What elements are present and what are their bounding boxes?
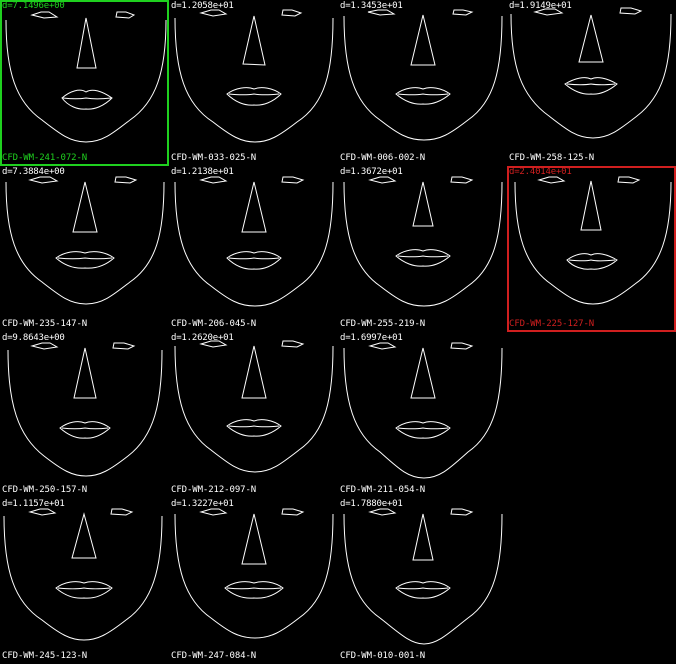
face-outline-icon (0, 166, 169, 332)
face-outline-icon (0, 498, 169, 664)
face-cell[interactable] (169, 332, 338, 498)
face-outline-icon (169, 498, 338, 664)
face-id-label: CFD-WM-245-123-N (2, 651, 88, 661)
distance-label: d=1.9149e+01 (509, 1, 572, 11)
face-cell[interactable] (0, 166, 169, 332)
distance-label: d=7.1496e+00 (2, 1, 65, 11)
face-id-label: CFD-WM-033-025-N (171, 153, 257, 163)
face-cell[interactable] (169, 166, 338, 332)
distance-label: d=1.7880e+01 (340, 499, 403, 509)
face-cell[interactable] (507, 0, 676, 166)
distance-label: d=7.3884e+00 (2, 167, 65, 177)
face-outline-icon (338, 166, 507, 332)
face-id-label: CFD-WM-250-157-N (2, 485, 88, 495)
face-cell[interactable] (0, 332, 169, 498)
face-cell[interactable] (169, 498, 338, 664)
face-outline-icon (338, 332, 507, 498)
face-id-label: CFD-WM-006-002-N (340, 153, 426, 163)
distance-label: d=1.2138e+01 (171, 167, 234, 177)
face-id-label: CFD-WM-255-219-N (340, 319, 426, 329)
face-id-label: CFD-WM-247-084-N (171, 651, 257, 661)
distance-label: d=9.8643e+00 (2, 333, 65, 343)
face-id-label: CFD-WM-212-097-N (171, 485, 257, 495)
face-outline-icon (2, 2, 171, 168)
face-outline-icon (169, 332, 338, 498)
distance-label: d=1.2058e+01 (171, 1, 234, 11)
face-id-label: CFD-WM-211-054-N (340, 485, 426, 495)
face-cell[interactable] (169, 0, 338, 166)
face-outline-icon (169, 166, 338, 332)
distance-label: d=1.3227e+01 (171, 499, 234, 509)
distance-label: d=1.6997e+01 (340, 333, 403, 343)
face-id-label: CFD-WM-235-147-N (2, 319, 88, 329)
face-cell[interactable] (0, 498, 169, 664)
face-id-label: CFD-WM-241-072-N (2, 153, 88, 163)
face-id-label: CFD-WM-010-001-N (340, 651, 426, 661)
face-cell-best-match[interactable] (0, 0, 169, 166)
face-outline-icon (509, 168, 676, 334)
distance-label: d=1.3453e+01 (340, 1, 403, 11)
distance-label: d=1.3672e+01 (340, 167, 403, 177)
distance-label: d=1.1157e+01 (2, 499, 65, 509)
face-cell[interactable] (338, 332, 507, 498)
face-outline-icon (0, 332, 169, 498)
face-outline-icon (338, 498, 507, 664)
face-id-label: CFD-WM-206-045-N (171, 319, 257, 329)
face-cell[interactable] (338, 166, 507, 332)
distance-label: d=1.2620e+01 (171, 333, 234, 343)
face-outline-icon (169, 0, 338, 166)
distance-label: d=2.4014e+01 (509, 167, 572, 177)
face-cell[interactable] (338, 498, 507, 664)
face-outline-icon (507, 0, 676, 166)
face-cell[interactable] (338, 0, 507, 166)
face-id-label: CFD-WM-258-125-N (509, 153, 595, 163)
face-outline-icon (338, 0, 507, 166)
face-cell-target[interactable] (507, 166, 676, 332)
face-id-label: CFD-WM-225-127-N (509, 319, 595, 329)
